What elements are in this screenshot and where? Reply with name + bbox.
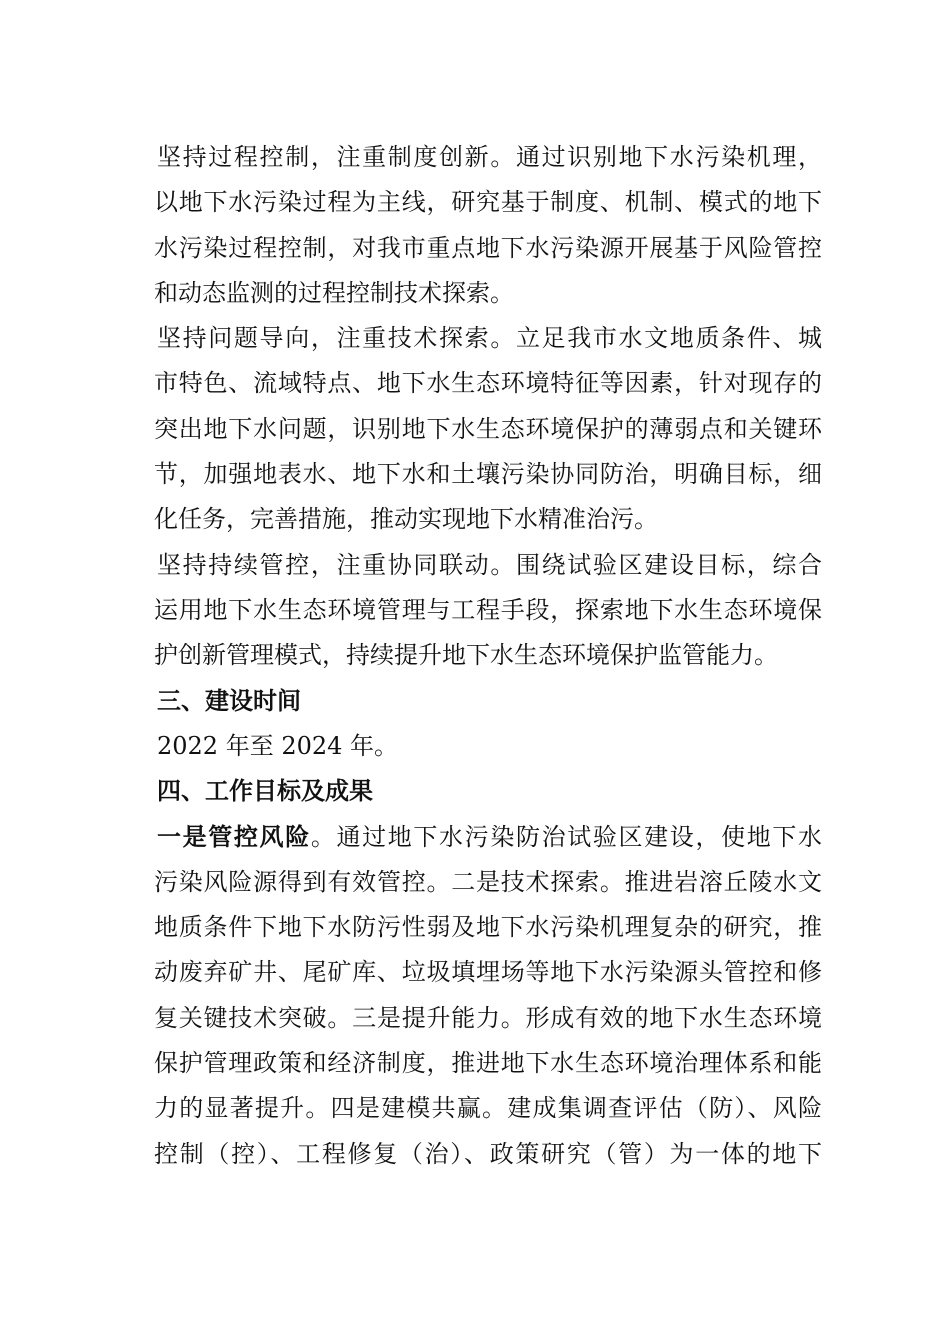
paragraph-1-line-3: 水污染过程控制，对我市重点地下水污染源开展基于风险管控 (154, 233, 822, 262)
paragraph-3-line-1: 坚持持续管控，注重协同联动。围绕试验区建设目标，综合 (157, 550, 822, 579)
section-3-text: 2022 年至 2024 年。 (157, 731, 399, 760)
section-4-heading: 四、工作目标及成果 (157, 777, 373, 806)
section-4-line-6: 保护管理政策和经济制度，推进地下水生态环境治理体系和能 (154, 1048, 822, 1077)
paragraph-1-line-1: 坚持过程控制，注重制度创新。通过识别地下水污染机理， (157, 143, 822, 171)
section-3-heading: 三、建设时间 (157, 686, 301, 715)
paragraph-2-line-5: 化任务，完善措施，推动实现地下水精准治污。 (154, 505, 658, 534)
section-4-lead-phrase: 一是管控风险 (157, 822, 311, 852)
section-4-line-2: 污染风险源得到有效管控。二是技术探索。推进岩溶丘陵水文 (154, 867, 822, 896)
section-4-line-1: 一是管控风险。通过地下水污染防治试验区建设，使地下水 (157, 822, 822, 852)
paragraph-2-line-2: 市特色、流域特点、地下水生态环境特征等因素，针对现存的 (154, 369, 822, 398)
paragraph-2-line-1: 坚持问题导向，注重技术探索。立足我市水文地质条件、城 (157, 324, 822, 353)
document-body (154, 135, 822, 1177)
paragraph-2-line-3: 突出地下水问题，识别地下水生态环境保护的薄弱点和关键环 (154, 414, 822, 443)
section-4-line-5: 复关键技术突破。三是提升能力。形成有效的地下水生态环境 (154, 1003, 822, 1032)
paragraph-3-line-3: 护创新管理模式，持续提升地下水生态环境保护监管能力。 (154, 641, 778, 670)
paragraph-3-line-2: 运用地下水生态环境管理与工程手段，探索地下水生态环境保 (154, 595, 822, 624)
section-4-line-4: 动废弃矿井、尾矿库、垃圾填埋场等地下水污染源头管控和修 (154, 958, 822, 987)
section-4-line-8: 控制（控）、工程修复（治）、政策研究（管）为一体的地下 (154, 1139, 822, 1168)
paragraph-2-line-4: 节，加强地表水、地下水和土壤污染协同防治，明确目标，细 (154, 460, 822, 489)
paragraph-1-line-4: 和动态监测的过程控制技术探索。 (154, 278, 514, 307)
paragraph-1-line-2: 以地下水污染过程为主线，研究基于制度、机制、模式的地下 (154, 188, 822, 217)
section-4-line-3: 地质条件下地下水防污性弱及地下水污染机理复杂的研究，推 (154, 913, 822, 942)
section-4-line-7: 力的显著提升。四是建模共赢。建成集调查评估（防）、风险 (154, 1094, 822, 1123)
